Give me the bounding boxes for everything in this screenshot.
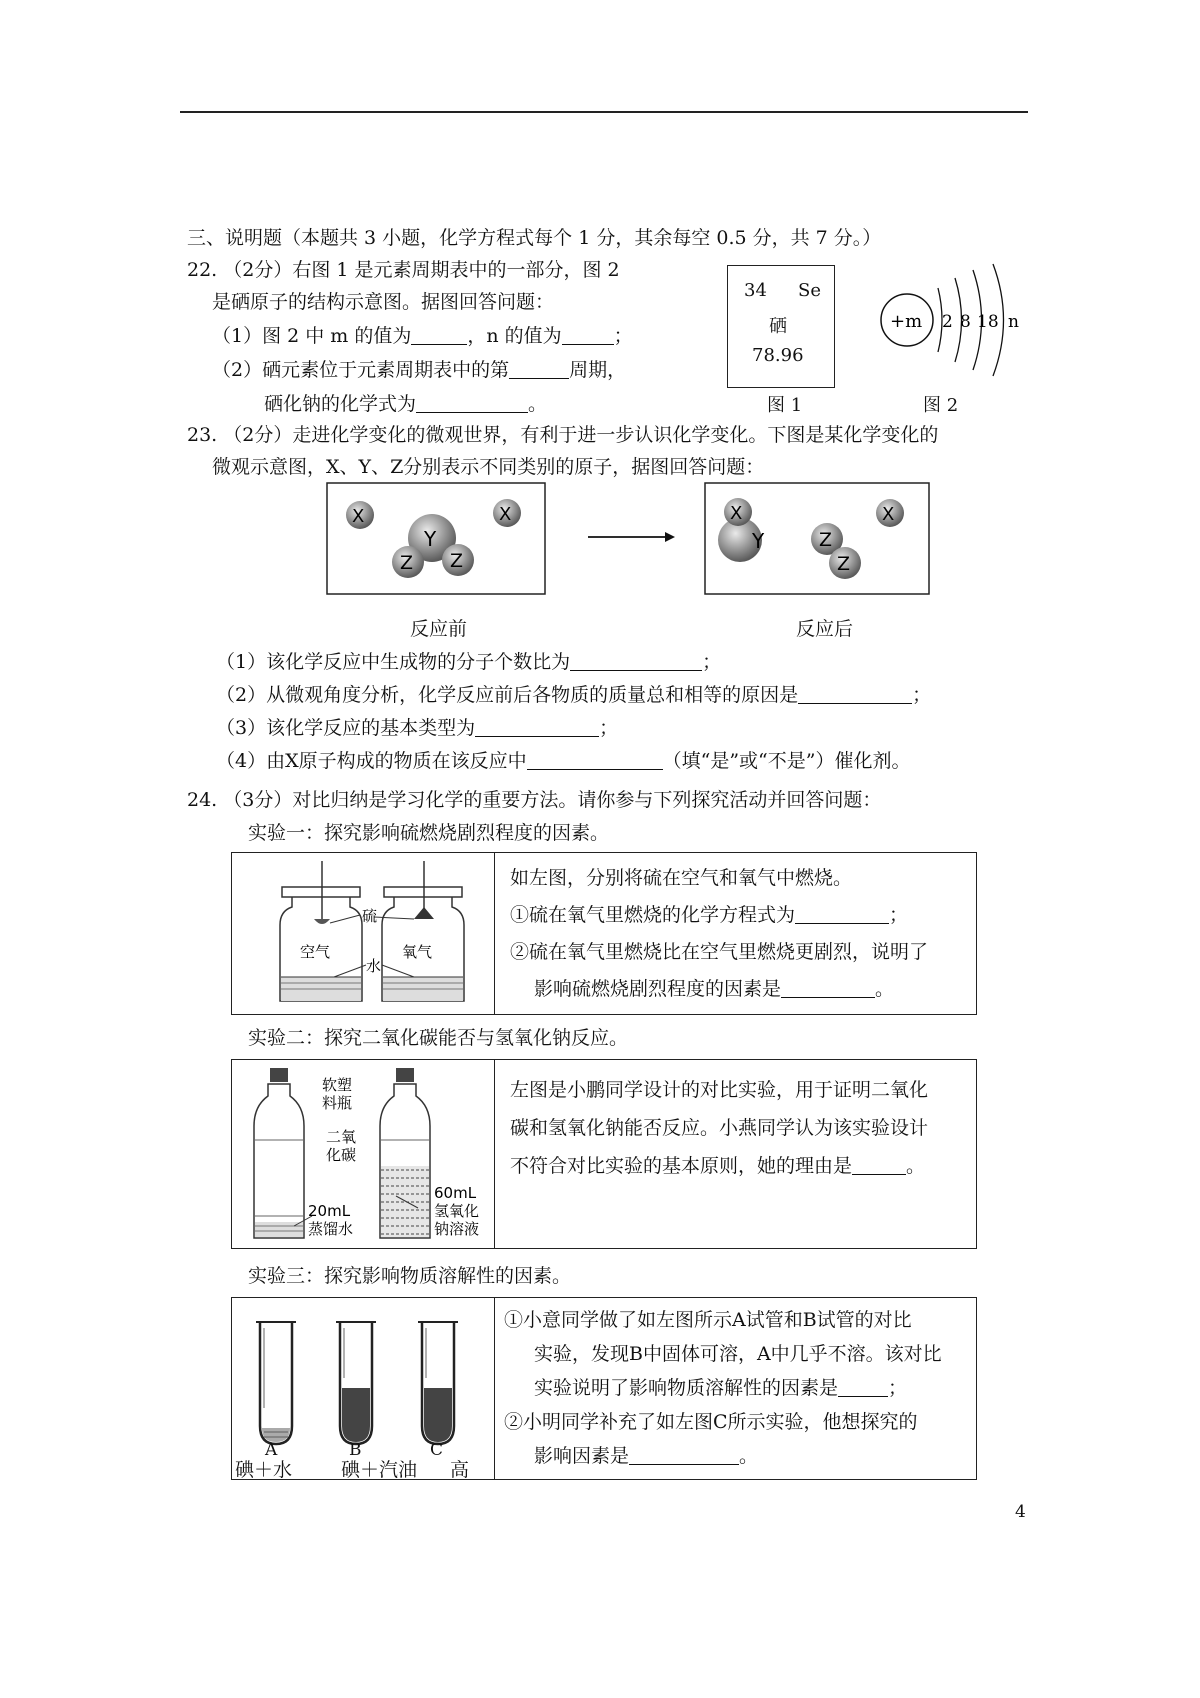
exp3-text5: 影响因素是 。 bbox=[534, 1445, 759, 1467]
exp1-title: 实验一：探究影响硫燃烧剧烈程度的因素。 bbox=[248, 822, 610, 844]
answer-blank[interactable] bbox=[798, 683, 912, 704]
answer-blank[interactable] bbox=[629, 1444, 739, 1465]
svg-text:Z: Z bbox=[837, 553, 851, 575]
exp2-title: 实验二：探究二氧化碳能否与氢氧化钠反应。 bbox=[248, 1027, 629, 1049]
exp2-text2: 碳和氢氧化钠能否反应。小燕同学认为该实验设计 bbox=[510, 1117, 929, 1139]
exp2-table bbox=[231, 1059, 977, 1249]
shell-electrons-4: n bbox=[1008, 312, 1019, 332]
header-rule bbox=[180, 111, 1028, 113]
element-card bbox=[727, 265, 835, 388]
q23-line1: 23. （2分）走进化学变化的微观世界，有利于进一步认识化学变化。下图是某化学变化的 bbox=[187, 424, 939, 446]
shell-electrons-1: 2 bbox=[942, 312, 953, 332]
svg-text:Y: Y bbox=[752, 529, 765, 553]
element-symbol: Se bbox=[798, 280, 821, 301]
label-oxygen: 氧气 bbox=[402, 943, 433, 961]
shell-electrons-3: 18 bbox=[977, 312, 999, 332]
fig2-caption: 图 2 bbox=[923, 395, 959, 416]
table-divider bbox=[494, 853, 495, 1014]
label-co2-2: 化碳 bbox=[326, 1146, 357, 1164]
exp2-text3: 不符合对比实验的基本原则，她的理由是 。 bbox=[510, 1155, 926, 1177]
exp1-table bbox=[231, 852, 977, 1015]
svg-text:X: X bbox=[730, 503, 743, 524]
answer-blank[interactable] bbox=[562, 324, 614, 345]
label-air: 空气 bbox=[300, 943, 331, 961]
label-sulfur: 硫 bbox=[362, 907, 378, 925]
sulfur-burning-diagram bbox=[274, 861, 474, 1009]
answer-blank[interactable] bbox=[411, 324, 467, 345]
answer-blank[interactable] bbox=[416, 392, 528, 413]
svg-text:X: X bbox=[499, 504, 512, 525]
svg-text:Y: Y bbox=[424, 527, 437, 551]
tube-a-label: A bbox=[265, 1440, 278, 1460]
tube-b-caption: 碘＋汽油 bbox=[341, 1459, 418, 1481]
before-caption: 反应前 bbox=[410, 618, 468, 640]
q23-part4: （4）由X原子构成的物质在该反应中 （填“是”或“不是”）催化剂。 bbox=[216, 750, 911, 772]
q22-line1: 22. （2分）右图 1 是元素周期表中的一部分，图 2 bbox=[187, 259, 620, 281]
answer-blank[interactable] bbox=[838, 1376, 888, 1397]
label-bottle-2: 料瓶 bbox=[322, 1094, 353, 1112]
co2-bottle-diagram bbox=[246, 1066, 486, 1244]
answer-blank[interactable] bbox=[795, 903, 889, 924]
label-naoh-1: 氢氧化 bbox=[434, 1202, 480, 1220]
label-naoh-2: 钠溶液 bbox=[434, 1220, 480, 1238]
section-title: 三、说明题（本题共 3 小题，化学方程式每个 1 分，其余每空 0.5 分，共 7 分。） bbox=[187, 227, 882, 249]
exp1-text3: ②硫在氧气里燃烧比在空气里燃烧更剧烈，说明了 bbox=[510, 941, 929, 963]
answer-blank[interactable] bbox=[509, 358, 569, 379]
exp1-text2: ①硫在氧气里燃烧的化学方程式为 ； bbox=[510, 904, 909, 926]
answer-blank[interactable] bbox=[781, 977, 875, 998]
exp3-title: 实验三：探究影响物质溶解性的因素。 bbox=[248, 1265, 572, 1287]
answer-blank[interactable] bbox=[527, 749, 663, 770]
q23-part2: （2）从微观角度分析，化学反应前后各物质的质量总和相等的原因是 ； bbox=[216, 684, 932, 706]
q23-part3: （3）该化学反应的基本类型为 ； bbox=[216, 717, 619, 739]
exp3-text3: 实验说明了影响物质溶解性的因素是 ； bbox=[534, 1377, 908, 1399]
element-number: 34 bbox=[744, 280, 767, 301]
exp3-text4: ②小明同学补充了如左图C所示实验，他想探究的 bbox=[504, 1411, 918, 1433]
table-divider bbox=[494, 1060, 495, 1248]
answer-blank[interactable] bbox=[852, 1154, 906, 1175]
tube-a-caption: 碘＋水 bbox=[235, 1459, 293, 1481]
label-naoh-volume: 60mL bbox=[434, 1184, 477, 1202]
tube-b-label: B bbox=[349, 1440, 362, 1460]
label-distilled-water: 蒸馏水 bbox=[308, 1220, 354, 1238]
page-number: 4 bbox=[1015, 1502, 1026, 1522]
element-mass: 78.96 bbox=[752, 345, 804, 366]
q22-line2: 是硒原子的结构示意图。据图回答问题： bbox=[212, 291, 555, 313]
exp3-table bbox=[231, 1297, 977, 1480]
exp2-text1: 左图是小鹏同学设计的对比实验，用于证明二氧化 bbox=[510, 1079, 929, 1101]
label-water-volume: 20mL bbox=[308, 1202, 351, 1220]
svg-text:Z: Z bbox=[450, 550, 464, 572]
svg-text:X: X bbox=[352, 506, 365, 527]
q22-part1: （1）图 2 中 m 的值为 ，n 的值为 ； bbox=[212, 325, 633, 347]
atom-structure-diagram bbox=[880, 260, 1030, 385]
label-co2-1: 二氧 bbox=[326, 1128, 357, 1146]
exp3-text1: ①小意同学做了如左图所示A试管和B试管的对比 bbox=[504, 1309, 912, 1331]
table-divider bbox=[494, 1298, 495, 1479]
q23-line2: 微观示意图，X、Y、Z分别表示不同类别的原子，据图回答问题： bbox=[212, 456, 765, 478]
tube-c-label: C bbox=[430, 1440, 444, 1460]
nucleus-charge: +m bbox=[890, 311, 923, 332]
q22-part3: 硒化钠的化学式为 。 bbox=[264, 393, 548, 415]
fig1-caption: 图 1 bbox=[767, 395, 803, 416]
label-bottle-1: 软塑 bbox=[322, 1076, 353, 1094]
q22-part2: （2）硒元素位于元素周期表中的第 周期， bbox=[212, 359, 627, 381]
svg-text:X: X bbox=[882, 504, 895, 525]
q23-part1: （1）该化学反应中生成物的分子个数比为 ； bbox=[216, 651, 722, 673]
exp1-text1: 如左图，分别将硫在空气和氧气中燃烧。 bbox=[510, 867, 853, 889]
reaction-micro-diagram bbox=[320, 480, 940, 600]
svg-text:Z: Z bbox=[819, 529, 833, 551]
reaction-arrow-head bbox=[665, 532, 675, 542]
q24-line1: 24. （3分）对比归纳是学习化学的重要方法。请你参与下列探究活动并回答问题： bbox=[187, 789, 882, 811]
element-name: 硒 bbox=[769, 316, 787, 337]
svg-text:Z: Z bbox=[400, 552, 414, 574]
shell-electrons-2: 8 bbox=[960, 312, 971, 332]
answer-blank[interactable] bbox=[475, 716, 599, 737]
exp3-text2: 实验，发现B中固体可溶，A中几乎不溶。该对比 bbox=[534, 1343, 942, 1365]
answer-blank[interactable] bbox=[570, 650, 702, 671]
after-caption: 反应后 bbox=[796, 618, 854, 640]
label-water: 水 bbox=[366, 957, 382, 975]
exp1-text4: 影响硫燃烧剧烈程度的因素是 。 bbox=[534, 978, 895, 1000]
tube-c-caption: 高 bbox=[450, 1459, 470, 1481]
